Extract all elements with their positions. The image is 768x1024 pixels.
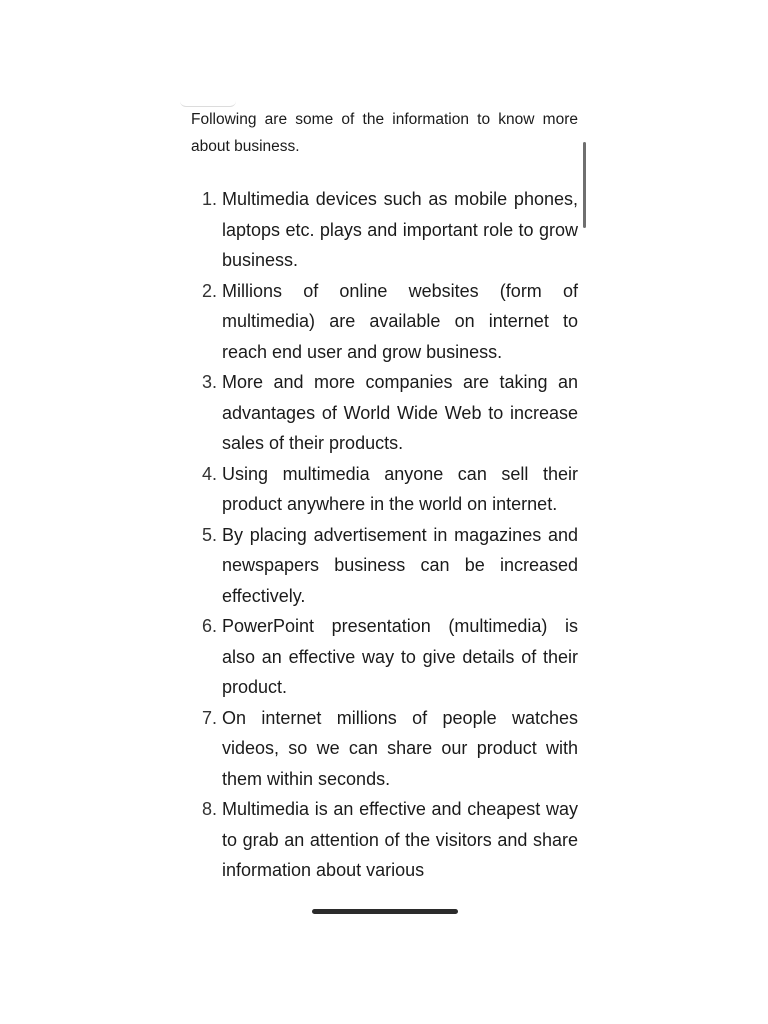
list-item (191, 703, 578, 795)
list-item (191, 184, 578, 276)
document-body (191, 106, 578, 880)
list-item (191, 520, 578, 612)
list-item (191, 276, 578, 368)
list-number: 3. (201, 372, 217, 392)
list-number: 2. (201, 280, 217, 301)
list-item-text: More and more companies are taking an advantages of World Wide Web to increase sales of their products. (222, 372, 578, 453)
list-item (191, 794, 578, 886)
scrollbar-thumb[interactable] (583, 142, 586, 228)
list-item-text: Multimedia is an effective and cheapest way to grab an attention of the visitors and share information about various (222, 799, 578, 880)
list-number: 8. (201, 799, 217, 819)
list-item-text: Multimedia devices such as mobile phones, laptops etc. plays and important role to grow business. (222, 189, 578, 270)
list-number: 4. (201, 463, 217, 484)
list-number: 1. (201, 189, 217, 209)
list-number: 7. (201, 707, 217, 728)
list-number: 5. (201, 524, 217, 545)
list-item-text: By placing advertisement in magazines and newspapers business can be increased effectively. (222, 524, 578, 606)
intro-paragraph: Following are some of the information to know more about business. (191, 111, 578, 155)
list-item (191, 611, 578, 703)
list-number: 6. (201, 616, 217, 636)
list-item-text: Using multimedia anyone can sell their product anywhere in the world on internet. (222, 463, 578, 514)
list-item-text: On internet millions of people watches videos, so we can share our product with them within seconds. (222, 707, 578, 789)
benefits-list (191, 184, 578, 886)
list-item-text: Millions of online websites (form of multimedia) are available on internet to reach end user and grow business. (222, 280, 578, 362)
list-item (191, 367, 578, 459)
home-indicator-bar[interactable] (312, 909, 458, 914)
list-item-text: PowerPoint presentation (multimedia) is also an effective way to give details of their product. (222, 616, 578, 697)
list-item (191, 459, 578, 520)
